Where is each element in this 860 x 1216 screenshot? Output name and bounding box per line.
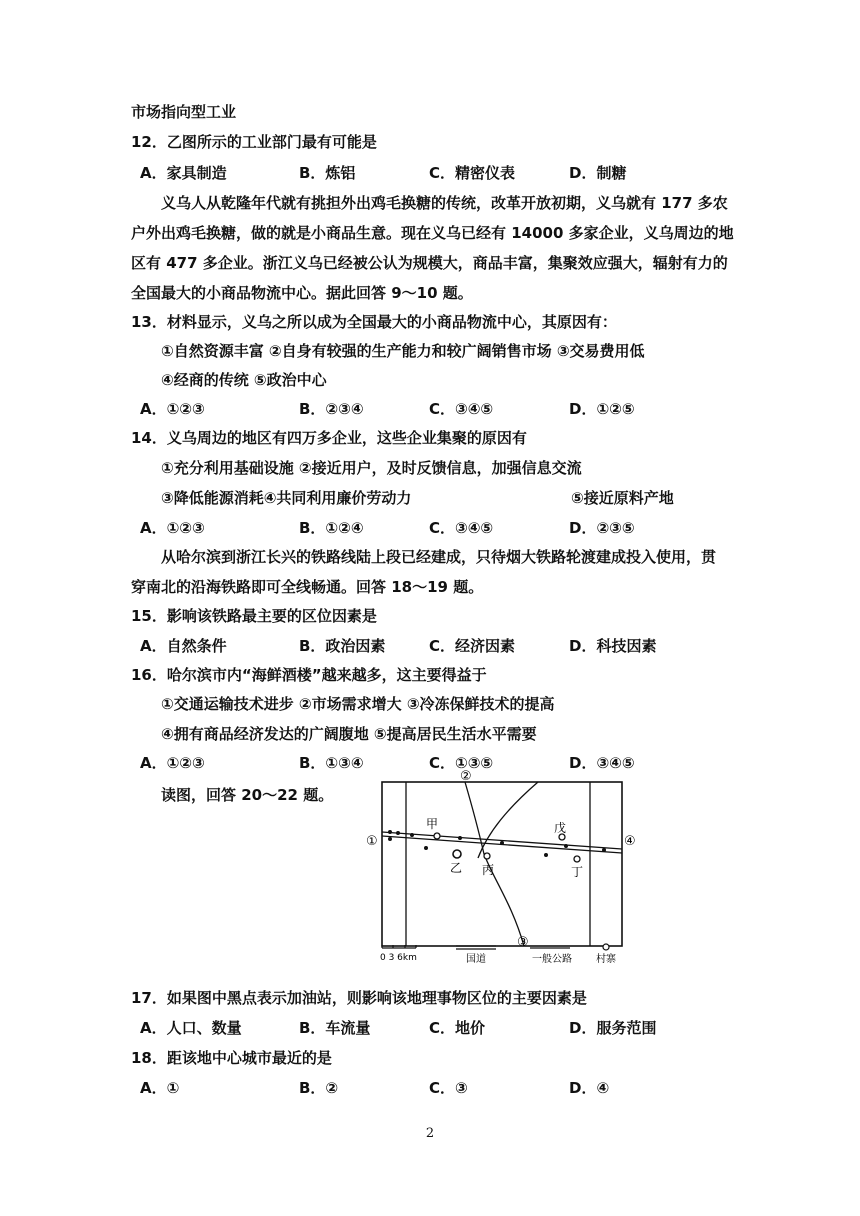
- scale-label: 0 3 6km: [380, 953, 417, 963]
- village-ding: [574, 856, 580, 862]
- map-label-yi: 乙: [450, 861, 463, 875]
- village-yi: [453, 850, 461, 858]
- map-label-4: ④: [624, 834, 636, 849]
- legend-general-road-label: 一般公路: [532, 954, 572, 965]
- q16-option-a: A．①②③: [140, 754, 205, 772]
- map-instruction: 读图，回答 20～22 题。: [161, 786, 334, 804]
- gas-station-dot: [544, 853, 548, 857]
- question-16: 16．哈尔滨市内“海鲜酒楼”越来越多，这主要得益于: [131, 666, 487, 684]
- q17-option-c: C．地价: [429, 1019, 486, 1037]
- q14-items-1: ①充分利用基础设施 ②接近用户，及时反馈信息，加强信息交流: [161, 459, 582, 477]
- passage-2-line-2: 穿南北的沿海铁路即可全线畅通。回答 18～19 题。: [131, 578, 484, 596]
- q14-option-d: D．②③⑤: [569, 519, 635, 537]
- q13-option-d: D．①②⑤: [569, 400, 635, 418]
- village-jia: [434, 833, 440, 839]
- q13-option-a: A．①②③: [140, 400, 205, 418]
- question-12: 12．乙图所示的工业部门最有可能是: [131, 133, 377, 151]
- q16-option-b: B．①③④: [299, 754, 364, 772]
- question-13: 13．材料显示，义乌之所以成为全国最大的小商品物流中心，其原因有：: [131, 313, 617, 331]
- q18-option-c: C．③: [429, 1079, 468, 1097]
- gas-station-dot: [458, 836, 462, 840]
- q16-items-2: ④拥有商品经济发达的广阔腹地 ⑤提高居民生活水平需要: [161, 725, 537, 743]
- q15-option-d: D．科技因素: [569, 637, 657, 655]
- q13-option-c: C．③④⑤: [429, 400, 494, 418]
- gas-station-dot: [410, 833, 414, 837]
- q14-items-2b: ⑤接近原料产地: [571, 489, 674, 507]
- question-18: 18．距该地中心城市最近的是: [131, 1049, 332, 1067]
- national-road-line-a: [382, 832, 622, 849]
- q13-items-1: ①自然资源丰富 ②自身有较强的生产能力和较广阔销售市场 ③交易费用低: [161, 342, 645, 360]
- passage-1-line-1: 义乌人从乾隆年代就有挑担外出鸡毛换糖的传统，改革开放初期，义乌就有 177 多农: [161, 194, 728, 212]
- question-17: 17．如果图中黑点表示加油站，则影响该地理事物区位的主要因素是: [131, 989, 587, 1007]
- map-label-3: ③: [517, 935, 529, 950]
- passage-1-line-2: 户外出鸡毛换糖，做的就是小商品生意。现在义乌已经有 14000 多家企业，义乌周边的地: [131, 224, 734, 242]
- section-heading: 市场指向型工业: [131, 103, 237, 121]
- q14-items-2a: ③降低能源消耗④共同利用廉价劳动力: [161, 489, 412, 507]
- q17-option-a: A．人口、数量: [140, 1019, 242, 1037]
- q14-option-c: C．③④⑤: [429, 519, 494, 537]
- page-number: 2: [425, 1126, 435, 1141]
- map-label-1: ①: [366, 834, 378, 849]
- q15-option-c: C．经济因素: [429, 637, 516, 655]
- map-label-wu: 戊: [554, 821, 567, 835]
- q13-option-b: B．②③④: [299, 400, 364, 418]
- q14-option-b: B．①②④: [299, 519, 364, 537]
- village-bing: [484, 853, 490, 859]
- gas-station-dot: [424, 846, 428, 850]
- passage-1-line-4: 全国最大的小商品物流中心。据此回答 9～10 题。: [131, 284, 473, 302]
- gas-station-dot: [388, 837, 392, 841]
- road-curve-2-3: [465, 782, 524, 946]
- q16-option-d: D．③④⑤: [569, 754, 635, 772]
- q15-option-b: B．政治因素: [299, 637, 386, 655]
- passage-1-line-3: 区有 477 多企业。浙江义乌已经被公认为规模大，商品丰富，集聚效应强大，辐射有力的: [131, 254, 728, 272]
- gas-station-dot: [500, 841, 504, 845]
- legend-village-label: 村寨: [596, 954, 616, 965]
- q12-option-b: B．炼铝: [299, 164, 356, 182]
- q18-option-a: A．①: [140, 1079, 180, 1097]
- map-label-bing: 丙: [482, 863, 495, 877]
- map-label-2: ②: [460, 769, 472, 784]
- gas-station-dot: [396, 831, 400, 835]
- q16-option-c: C．①③⑤: [429, 754, 494, 772]
- gas-station-dot: [564, 844, 568, 848]
- q15-option-a: A．自然条件: [140, 637, 227, 655]
- q18-option-b: B．②: [299, 1079, 339, 1097]
- gas-station-dot: [388, 830, 392, 834]
- passage-2-line-1: 从哈尔滨到浙江长兴的铁路线陆上段已经建成，只待烟大铁路轮渡建成投入使用，贯: [161, 548, 717, 566]
- q17-option-b: B．车流量: [299, 1019, 371, 1037]
- legend-village-icon: [603, 944, 609, 950]
- q18-option-d: D．④: [569, 1079, 610, 1097]
- map-label-jia: 甲: [426, 817, 439, 831]
- q12-option-a: A．家具制造: [140, 164, 227, 182]
- q12-option-d: D．制糖: [569, 164, 627, 182]
- q12-option-c: C．精密仪表: [429, 164, 516, 182]
- legend-national-road-label: 国道: [466, 954, 486, 965]
- q13-items-2: ④经商的传统 ⑤政治中心: [161, 371, 327, 389]
- road-map-figure: [360, 768, 650, 970]
- question-15: 15．影响该铁路最主要的区位因素是: [131, 607, 377, 625]
- q16-items-1: ①交通运输技术进步 ②市场需求增大 ③冷冻保鲜技术的提高: [161, 695, 555, 713]
- question-14: 14．义乌周边的地区有四万多企业，这些企业集聚的原因有: [131, 429, 527, 447]
- map-frame: [382, 782, 622, 946]
- gas-station-dot: [602, 848, 606, 852]
- q14-option-a: A．①②③: [140, 519, 205, 537]
- map-label-ding: 丁: [571, 865, 584, 879]
- q17-option-d: D．服务范围: [569, 1019, 657, 1037]
